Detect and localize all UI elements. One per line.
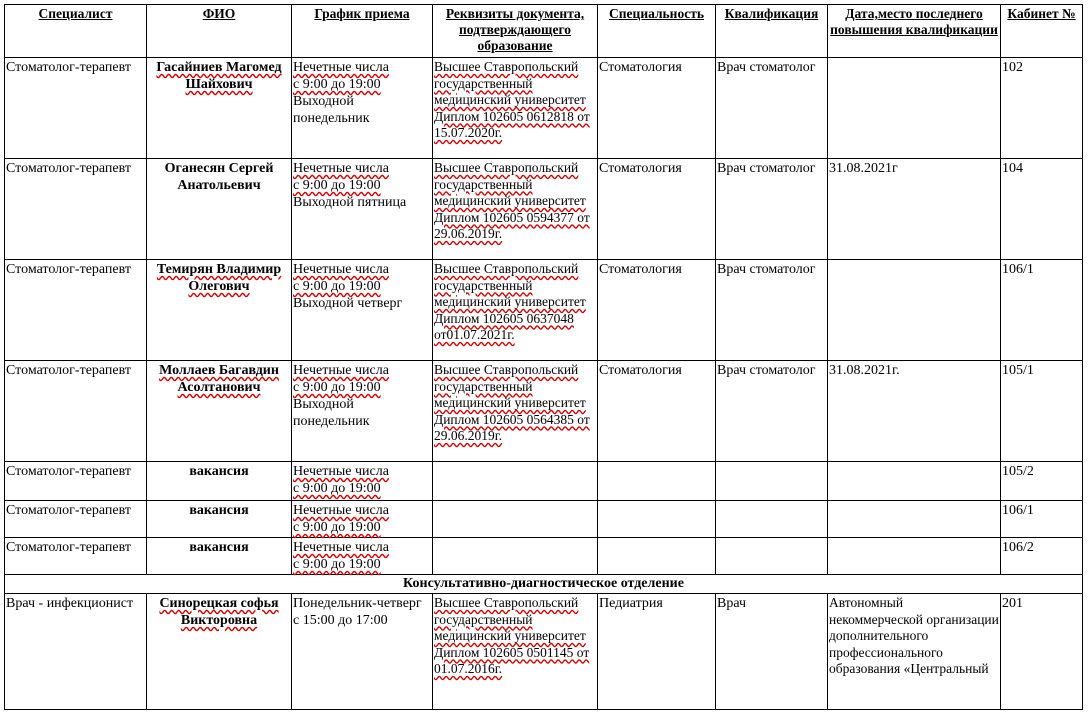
- cell-qualification: [716, 538, 828, 575]
- section-header-row: [5, 575, 1083, 594]
- cell-qualification: Врач: [716, 594, 828, 710]
- cell-document: [433, 594, 598, 710]
- cell-cabinet: 106/2: [1001, 538, 1083, 575]
- schedule-hours: с 9:00 до 19:00: [293, 520, 381, 535]
- schedule-hours: с 9:00 до 19:00: [293, 178, 381, 193]
- cell-schedule: [292, 462, 433, 501]
- schedule-hours: с 9:00 до 19:00: [293, 481, 381, 496]
- schedule-hours: с 9:00 до 19:00: [293, 279, 381, 294]
- table-row: [5, 159, 1083, 260]
- cell-specialist: Стоматолог-терапевт: [5, 260, 147, 361]
- cell-qualification: [716, 501, 828, 538]
- cell-specialty: Педиатрия: [598, 594, 716, 710]
- cell-qualification: [716, 462, 828, 501]
- schedule-hours: с 15:00 до 17:00: [293, 613, 388, 628]
- document-text: Высшее Ставропольский государственный медицинский университет Диплом 102605 0612818 от 15.07.2020г.: [434, 59, 590, 141]
- schedule-off: Выходной пятница: [293, 195, 407, 210]
- header-schedule: График приема: [292, 5, 433, 58]
- cell-specialist: Врач - инфекционист: [5, 594, 147, 710]
- fio-text: Темирян Владимир Олегович: [156, 262, 282, 294]
- cell-document: [433, 501, 598, 538]
- cell-last-training: [828, 58, 1001, 159]
- cell-fio: [147, 260, 292, 361]
- cell-document: [433, 159, 598, 260]
- table-row: [5, 462, 1083, 501]
- schedule-off: Выходной понедельник: [293, 397, 370, 429]
- cell-document: [433, 58, 598, 159]
- schedule-hours: с 9:00 до 19:00: [293, 77, 381, 92]
- schedule-hours: с 9:00 до 19:00: [293, 380, 381, 395]
- cell-cabinet: 104: [1001, 159, 1083, 260]
- cell-document: [433, 260, 598, 361]
- document-text: Высшее Ставропольский государственный медицинский университет Диплом 102605 0594377 от 29.06.2019г.: [434, 160, 590, 242]
- table-row: [5, 594, 1083, 710]
- cell-schedule: [292, 361, 433, 462]
- cell-specialty: [598, 538, 716, 575]
- cell-specialist: Стоматолог-терапевт: [5, 361, 147, 462]
- schedule-days: Нечетные числа: [293, 262, 389, 277]
- cell-schedule: [292, 260, 433, 361]
- cell-fio: вакансия: [147, 538, 292, 575]
- schedule-off: Выходной понедельник: [293, 94, 370, 126]
- cell-specialist: Стоматолог-терапевт: [5, 462, 147, 501]
- cell-cabinet: 105/2: [1001, 462, 1083, 501]
- cell-cabinet: 105/1: [1001, 361, 1083, 462]
- cell-specialty: Стоматология: [598, 159, 716, 260]
- cell-last-training: [828, 538, 1001, 575]
- schedule-days: Нечетные числа: [293, 363, 389, 378]
- cell-schedule: [292, 58, 433, 159]
- cell-document: [433, 462, 598, 501]
- cell-last-training: [828, 260, 1001, 361]
- cell-qualification: Врач стоматолог: [716, 159, 828, 260]
- schedule-days: Нечетные числа: [293, 60, 389, 75]
- schedule-hours: с 9:00 до 19:00: [293, 557, 381, 572]
- schedule-days: Нечетные числа: [293, 503, 389, 518]
- cell-specialist: Стоматолог-терапевт: [5, 538, 147, 575]
- cell-last-training: [828, 462, 1001, 501]
- schedule-days: Нечетные числа: [293, 161, 389, 176]
- cell-fio: [147, 361, 292, 462]
- cell-specialist: Стоматолог-терапевт: [5, 58, 147, 159]
- header-cabinet: Кабинет №: [1001, 5, 1083, 58]
- cell-specialist: Стоматолог-терапевт: [5, 159, 147, 260]
- document-text: Высшее Ставропольский государственный медицинский университет Диплом 102605 0637048 от01.07.2021г.: [434, 261, 586, 343]
- cell-last-training: 31.08.2021г: [828, 159, 1001, 260]
- cell-specialty: Стоматология: [598, 260, 716, 361]
- cell-qualification: Врач стоматолог: [716, 260, 828, 361]
- schedule-days: Нечетные числа: [293, 540, 389, 555]
- cell-cabinet: 102: [1001, 58, 1083, 159]
- cell-cabinet: 106/1: [1001, 501, 1083, 538]
- cell-specialty: [598, 462, 716, 501]
- fio-text: Синорецкая софья Викторовна: [159, 596, 279, 628]
- cell-last-training: 31.08.2021г.: [828, 361, 1001, 462]
- cell-last-training: [828, 501, 1001, 538]
- table-row: [5, 538, 1083, 575]
- header-specialist: Специалист: [5, 5, 147, 58]
- header-qualification: Квалификация: [716, 5, 828, 58]
- schedule-off: Выходной четверг: [293, 296, 403, 311]
- fio-text: Моллаев Багавдин Асолтанович: [159, 363, 279, 395]
- table-row: [5, 58, 1083, 159]
- table-row: [5, 260, 1083, 361]
- table-header-row: [5, 5, 1083, 58]
- cell-schedule: [292, 538, 433, 575]
- cell-cabinet: 106/1: [1001, 260, 1083, 361]
- header-specialty: Специальность: [598, 5, 716, 58]
- cell-qualification: Врач стоматолог: [716, 361, 828, 462]
- cell-schedule: [292, 594, 433, 710]
- cell-fio: Оганесян Сергей Анатольевич: [147, 159, 292, 260]
- schedule-days: Нечетные числа: [293, 464, 389, 479]
- document-text: Высшее Ставропольский государственный медицинский университет Диплом 102605 0501145 от 01.07.2016г.: [434, 595, 590, 677]
- header-document: Реквизиты документа, подтверждающего образование: [433, 5, 598, 58]
- staff-table: [4, 4, 1083, 710]
- cell-fio: [147, 58, 292, 159]
- cell-fio: вакансия: [147, 501, 292, 538]
- cell-last-training: Автономный некоммерческой организации дополнительного профессионального образования «Центральный: [828, 594, 1001, 710]
- table-row: [5, 501, 1083, 538]
- fio-text: Гасайниев Магомед Шайхович: [156, 60, 282, 92]
- cell-specialty: Стоматология: [598, 58, 716, 159]
- cell-document: [433, 361, 598, 462]
- section-title: Консультативно-диагностическое отделение: [5, 575, 1083, 594]
- cell-fio: вакансия: [147, 462, 292, 501]
- cell-fio: [147, 594, 292, 710]
- header-last-training: Дата,место последнего повышения квалификации: [828, 5, 1001, 58]
- cell-specialist: Стоматолог-терапевт: [5, 501, 147, 538]
- cell-specialty: Стоматология: [598, 361, 716, 462]
- cell-schedule: [292, 501, 433, 538]
- cell-specialty: [598, 501, 716, 538]
- cell-schedule: [292, 159, 433, 260]
- header-fio: ФИО: [147, 5, 292, 58]
- document-text: Высшее Ставропольский государственный медицинский университет Диплом 102605 0564385 от 29.06.2019г.: [434, 362, 590, 444]
- schedule-days: Понедельник-четверг: [293, 596, 422, 611]
- cell-qualification: Врач стоматолог: [716, 58, 828, 159]
- cell-cabinet: 201: [1001, 594, 1083, 710]
- table-row: [5, 361, 1083, 462]
- cell-document: [433, 538, 598, 575]
